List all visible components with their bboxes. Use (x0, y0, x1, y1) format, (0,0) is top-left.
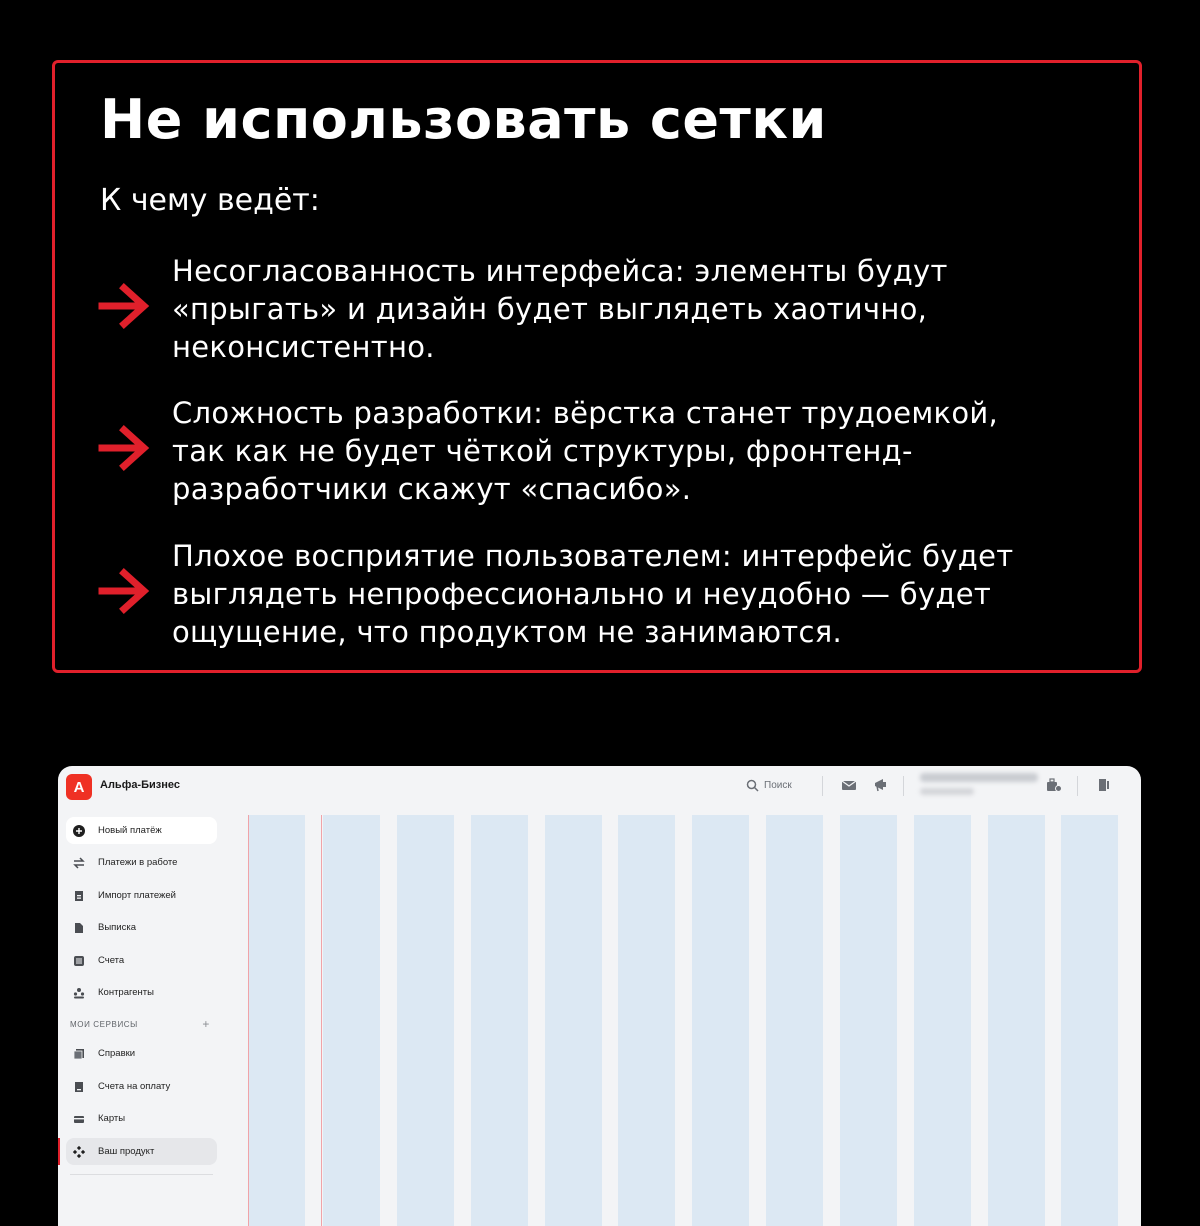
divider (903, 776, 904, 796)
sidebar-item-label: Счета на оплату (98, 1081, 171, 1092)
sidebar-item-label: Импорт платежей (98, 890, 176, 901)
company-settings-icon[interactable] (1046, 777, 1062, 793)
invoice-icon (72, 1080, 86, 1094)
divider (1077, 776, 1078, 796)
search-label: Поиск (764, 779, 792, 791)
sidebar-section-my-services (70, 1017, 210, 1031)
sidebar-item-payments-in-progress[interactable] (66, 849, 217, 876)
sidebar-item-label: Счета (98, 955, 125, 966)
document-icon (72, 921, 86, 935)
document-stack-icon (72, 1047, 86, 1061)
sidebar-item-label: Справки (98, 1048, 136, 1059)
sidebar-item-invoices[interactable] (66, 1073, 217, 1100)
company-name-redacted[interactable] (920, 773, 1038, 782)
section-title: МОИ СЕРВИСЫ (70, 1020, 138, 1029)
grid-column (471, 815, 528, 1226)
app-name: Альфа-Бизнес (100, 779, 180, 791)
alfa-logo[interactable]: А (66, 774, 92, 800)
diamond-grid-icon (72, 1145, 86, 1159)
document-import-icon (72, 889, 86, 903)
sidebar-item-label: Ваш продукт (98, 1146, 155, 1157)
subtitle: К чему ведёт: (100, 183, 320, 218)
exit-icon[interactable] (1096, 777, 1112, 793)
company-sub-redacted (920, 788, 974, 795)
grid-column (914, 815, 971, 1226)
grid-column (988, 815, 1045, 1226)
point-text: Несогласованность интерфейса: элементы будут «прыгать» и дизайн будет выглядеть хаотично, неконсистентно. (172, 254, 948, 364)
grid-column (692, 815, 749, 1226)
sidebar-item-new-payment[interactable] (66, 817, 217, 844)
sidebar-item-import-payments[interactable] (66, 882, 217, 909)
point-text: Сложность разработки: вёрстка станет трудоемкой, так как не будет чёткой структуры, фронтенд- разработчики скажут «спасибо». (172, 396, 999, 506)
grid-column (397, 815, 454, 1226)
search-button[interactable] (746, 776, 792, 794)
sidebar-item-label: Выписка (98, 922, 137, 933)
divider (822, 776, 823, 796)
people-icon (72, 986, 86, 1000)
arrow-right-icon (98, 282, 152, 330)
divider (70, 1174, 213, 1175)
grid-column (1061, 815, 1118, 1226)
sidebar-item-label: Контрагенты (98, 987, 154, 998)
grid-guide-line (321, 815, 322, 1226)
sidebar-item-your-product[interactable] (66, 1138, 217, 1165)
sidebar-item-label: Платежи в работе (98, 857, 178, 868)
sidebar-item-counterparties[interactable] (66, 979, 217, 1006)
megaphone-icon[interactable] (873, 777, 889, 793)
page-title: Не использовать сетки (100, 88, 827, 151)
sidebar-item-label: Новый платёж (98, 825, 162, 836)
swap-arrows-icon (72, 856, 86, 870)
sidebar-item-label: Карты (98, 1113, 126, 1124)
active-marker (58, 1138, 60, 1165)
grid-column (323, 815, 380, 1226)
grid-column (249, 815, 305, 1226)
arrow-right-icon (98, 424, 152, 472)
arrow-right-icon (98, 567, 152, 615)
sidebar-item-accounts[interactable] (66, 947, 217, 974)
list-icon (72, 954, 86, 968)
grid-column (766, 815, 823, 1226)
grid-column (840, 815, 897, 1226)
add-service-icon[interactable]: + (202, 1017, 210, 1031)
search-icon (746, 779, 759, 792)
grid-column (545, 815, 602, 1226)
sidebar-item-cards[interactable] (66, 1105, 217, 1132)
card-icon (72, 1112, 86, 1126)
mail-icon[interactable] (841, 777, 857, 793)
grid-column (618, 815, 675, 1226)
sidebar-item-certificates[interactable] (66, 1040, 217, 1067)
plus-circle-icon (72, 824, 86, 838)
point-text: Плохое восприятие пользователем: интерфейс будет выглядеть непрофессионально и неудобно — будет ощущение, что продуктом не занимаются. (172, 539, 1014, 649)
app-screenshot (58, 766, 1141, 1226)
sidebar-item-statement[interactable] (66, 914, 217, 941)
